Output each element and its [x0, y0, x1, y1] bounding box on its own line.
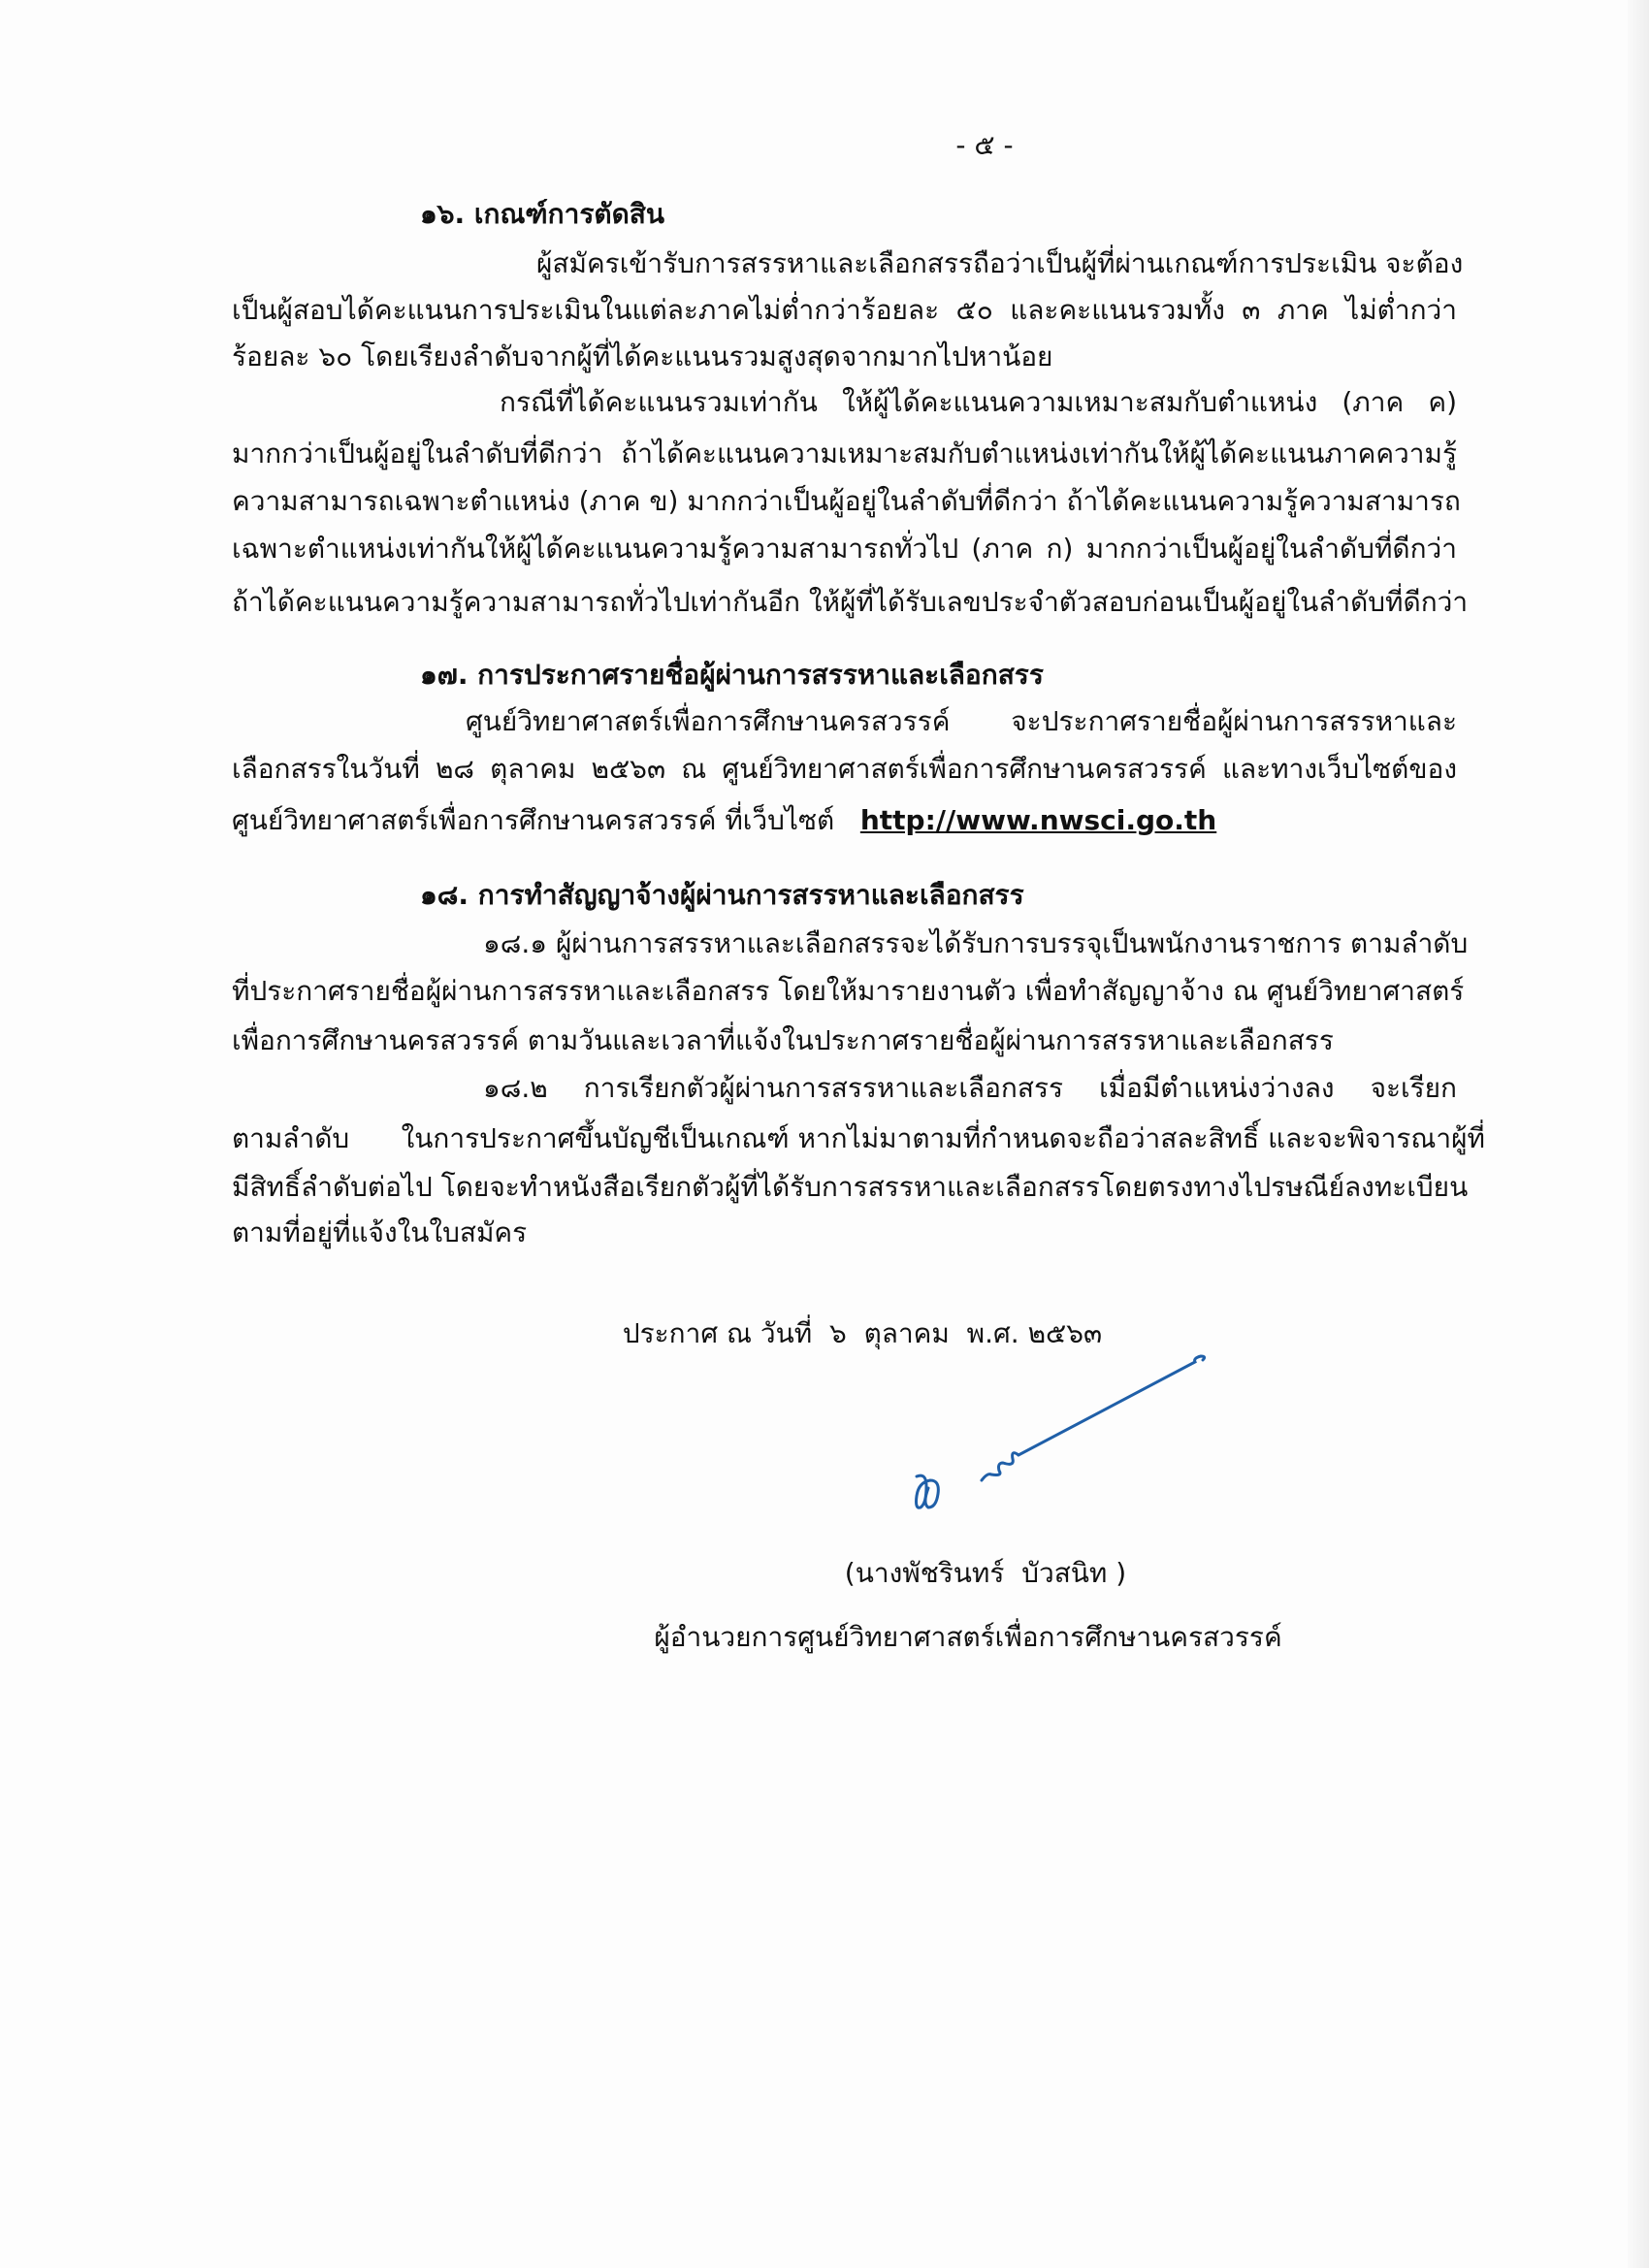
paragraph-line: มากกว่าเป็นผู้อยู่ในลำดับที่ดีกว่า ถ้าได้คะแนนความเหมาะสมกับตำแหน่งเท่ากันให้ผู้ได้คะแนนภาคความรู้: [232, 437, 1457, 470]
section-18-heading: ๑๘. การทำสัญญาจ้างผู้ผ่านการสรรหาและเลือกสรร: [420, 879, 1024, 911]
paragraph-line: ความสามารถเฉพาะตำแหน่ง (ภาค ข) มากกว่าเป็นผู้อยู่ในลำดับที่ดีกว่า ถ้าได้คะแนนความรู้ความสามารถ: [232, 485, 1461, 517]
paragraph-line: เลือกสรรในวันที่ ๒๘ ตุลาคม ๒๕๖๓ ณ ศูนย์วิทยาศาสตร์เพื่อการศึกษานครสวรรค์ และทางเว็บไซต์ของ: [232, 753, 1457, 785]
paragraph-line: [232, 799, 1216, 842]
paragraph-line: มีสิทธิ์ลำดับต่อไป โดยจะทำหนังสือเรียกตัวผู้ที่ได้รับการสรรหาและเลือกสรรโดยตรงทางไปรษณีย์ลงทะเบียน: [232, 1171, 1469, 1203]
paragraph-line: ถ้าได้คะแนนความรู้ความสามารถทั่วไปเท่ากันอีก ให้ผู้ที่ได้รับเลขประจำตัวสอบก่อนเป็นผู้อยู่ในลำดับที่ดีกว่า: [232, 586, 1469, 618]
paragraph-line: เพื่อการศึกษานครสวรรค์ ตามวันและเวลาที่แจ้งในประกาศรายชื่อผู้ผ่านการสรรหาและเลือกสรร: [232, 1024, 1334, 1056]
paragraph-line: ตามลำดับ ในการประกาศขึ้นบัญชีเป็นเกณฑ์ หากไม่มาตามที่กำหนดจะถือว่าสละสิทธิ์ และจะพิจารณาผู้ที่: [232, 1122, 1485, 1154]
paragraph-line: ๑๘.๒ การเรียกตัวผู้ผ่านการสรรหาและเลือกสรร เมื่อมีตำแหน่งว่างลง จะเรียก: [483, 1072, 1457, 1104]
paragraph-line: กรณีที่ได้คะแนนรวมเท่ากัน ให้ผู้ได้คะแนนความเหมาะสมกับตำแหน่ง (ภาค ค): [500, 386, 1457, 418]
paragraph-line: ๑๘.๑ ผู้ผ่านการสรรหาและเลือกสรรจะได้รับการบรรจุเป็นพนักงานราชการ ตามลำดับ: [483, 927, 1469, 959]
paragraph-line: เฉพาะตำแหน่งเท่ากันให้ผู้ได้คะแนนความรู้ความสามารถทั่วไป (ภาค ก) มากกว่าเป็นผู้อยู่ในลำดับที่ดีกว่า: [232, 533, 1457, 565]
scan-edge: [1628, 0, 1649, 2268]
paragraph-line: ที่ประกาศรายชื่อผู้ผ่านการสรรหาและเลือกสรร โดยให้มารายงานตัว เพื่อทำสัญญาจ้าง ณ ศูนย์วิทยาศาสตร์: [232, 975, 1465, 1007]
paragraph-line: เป็นผู้สอบได้คะแนนการประเมินในแต่ละภาคไม่ต่ำกว่าร้อยละ ๕๐ และคะแนนรวมทั้ง ๓ ภาค ไม่ต่ำกว่า: [232, 294, 1457, 326]
paragraph-line: ร้อยละ ๖๐ โดยเรียงลำดับจากผู้ที่ได้คะแนนรวมสูงสุดจากมากไปหาน้อย: [232, 340, 1053, 373]
paragraph-line: ตามที่อยู่ที่แจ้งในใบสมัคร: [232, 1216, 528, 1248]
signer-title: ผู้อำนวยการศูนย์วิทยาศาสตร์เพื่อการศึกษานครสวรรค์: [654, 1621, 1282, 1653]
signer-name: (นางพัชรินทร์ บัวสนิท ): [844, 1557, 1127, 1589]
paragraph-text: ศูนย์วิทยาศาสตร์เพื่อการศึกษานครสวรรค์ ที่เว็บไซต์: [232, 804, 835, 836]
announcement-date: ประกาศ ณ วันที่ ๖ ตุลาคม พ.ศ. ๒๕๖๓: [622, 1317, 1103, 1349]
section-16-heading: ๑๖. เกณฑ์การตัดสิน: [420, 198, 664, 230]
page-number: - ๕ -: [955, 129, 1014, 161]
signature-image: [902, 1348, 1212, 1523]
section-17-heading: ๑๗. การประกาศรายชื่อผู้ผ่านการสรรหาและเลือกสรร: [420, 659, 1044, 691]
paragraph-line: ผู้สมัครเข้ารับการสรรหาและเลือกสรรถือว่าเป็นผู้ที่ผ่านเกณฑ์การประเมิน จะต้อง: [536, 247, 1464, 279]
paragraph-line: ศูนย์วิทยาศาสตร์เพื่อการศึกษานครสวรรค์ จะประกาศรายชื่อผู้ผ่านการสรรหาและ: [466, 705, 1457, 737]
website-link[interactable]: http://www.nwsci.go.th: [859, 804, 1217, 836]
